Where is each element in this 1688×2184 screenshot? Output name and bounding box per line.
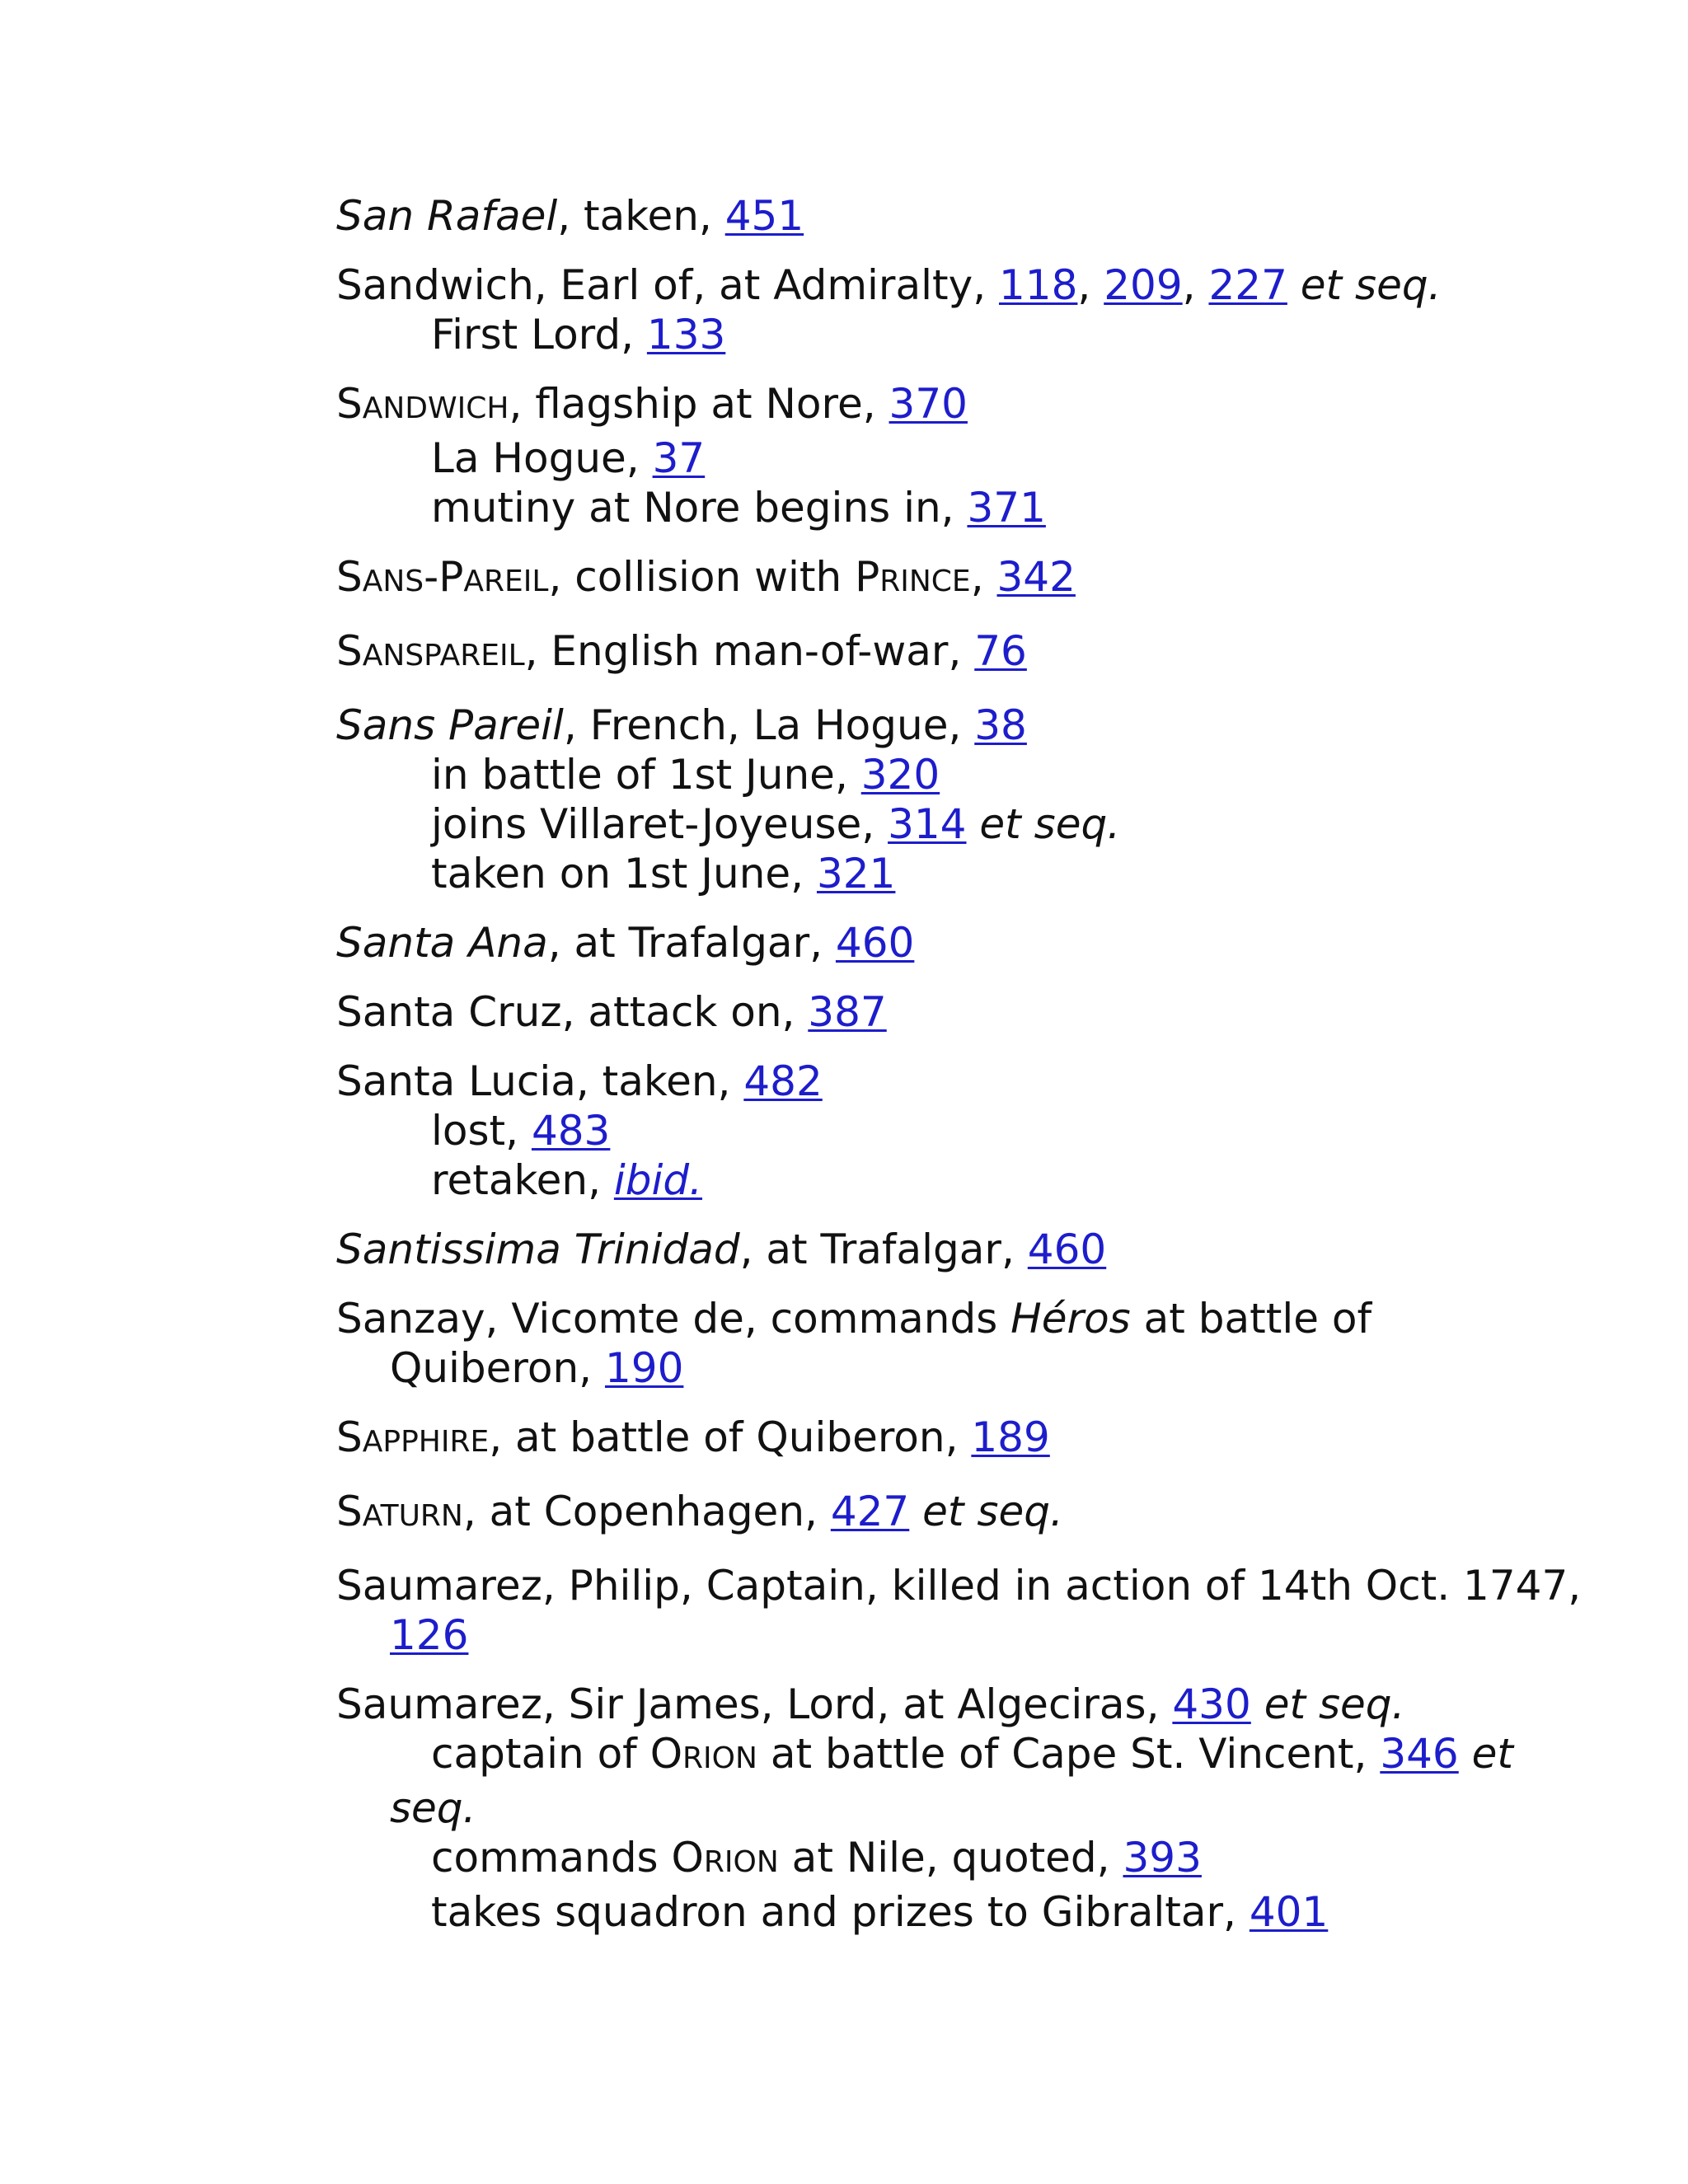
page-link[interactable]: 133	[646, 311, 726, 359]
index-heading	[336, 626, 1490, 681]
index-heading	[336, 918, 1490, 968]
page-link[interactable]: 427	[830, 1488, 910, 1535]
index-continuation	[336, 1343, 1490, 1393]
entry-text: Quiberon,	[390, 1344, 605, 1392]
index-entry	[336, 626, 1490, 681]
page-link[interactable]: 314	[888, 800, 967, 848]
italic-text: San Rafael	[336, 192, 558, 240]
entry-text: Sanzay, Vicomte de, commands	[336, 1295, 1011, 1343]
entry-text: Saumarez, Philip, Captain, killed in action of 14th Oct. 1747,	[336, 1562, 1582, 1610]
entry-text: ,	[1077, 261, 1104, 309]
index-heading	[336, 1487, 1490, 1541]
page-link[interactable]: 321	[816, 850, 896, 898]
index-heading	[336, 1680, 1490, 1729]
entry-text: , at Trafalgar,	[739, 1226, 1028, 1273]
page-link[interactable]: 371	[967, 484, 1046, 532]
index-heading	[336, 1413, 1490, 1467]
index-heading	[336, 1057, 1490, 1106]
index-entry	[336, 379, 1490, 532]
index-entry	[336, 1413, 1490, 1467]
ship-name: SATURN	[336, 1488, 463, 1535]
entry-text: at battle of	[1130, 1295, 1372, 1343]
page-link[interactable]: 460	[1027, 1226, 1107, 1273]
page-link[interactable]: 482	[743, 1057, 823, 1105]
entry-text	[1287, 261, 1301, 309]
page-link[interactable]: 451	[724, 192, 804, 240]
ship-name: ORION	[671, 1834, 779, 1882]
ship-name: SANSPAREIL	[336, 627, 525, 675]
italic-text: seq.	[390, 1784, 476, 1832]
entry-text: joins Villaret-Joyeuse,	[431, 800, 889, 848]
entry-text: retaken,	[431, 1156, 614, 1204]
page-link[interactable]: 342	[996, 553, 1076, 601]
index-entry	[336, 987, 1490, 1037]
index-continuation	[336, 1610, 1490, 1660]
page-link[interactable]: ibid.	[613, 1156, 703, 1204]
index-subentry	[336, 1729, 1514, 1783]
page-link[interactable]: 430	[1172, 1680, 1251, 1728]
index-subentry	[336, 849, 1490, 898]
entry-text: Saumarez, Sir James, Lord, at Algeciras,	[336, 1680, 1173, 1728]
page-link[interactable]: 126	[390, 1611, 469, 1659]
page-link[interactable]: 209	[1104, 261, 1183, 309]
entry-text: commands	[431, 1834, 672, 1882]
entry-text: , English man-of-war,	[524, 627, 975, 675]
index-entry	[336, 191, 1490, 241]
index-continuation	[336, 1783, 1490, 1833]
index-entry	[336, 260, 1490, 359]
entry-text: , taken,	[557, 192, 725, 240]
index-subentry	[336, 310, 1490, 359]
entry-text: lost,	[431, 1107, 532, 1155]
ship-name: SANDWICH	[336, 380, 509, 428]
entry-text: Sandwich, Earl of, at Admiralty,	[336, 261, 999, 309]
page-link[interactable]: 401	[1249, 1888, 1329, 1936]
ship-name: SANS-PAREIL	[336, 553, 549, 601]
index-entry	[336, 701, 1490, 898]
italic-text: Sans Pareil	[336, 701, 564, 749]
italic-text: et	[1471, 1730, 1514, 1778]
index-subentry	[336, 750, 1490, 799]
index-subentry	[336, 1155, 1490, 1205]
entry-text: ,	[1182, 261, 1209, 309]
entry-text: taken on 1st June,	[431, 850, 817, 898]
index-entry	[336, 1225, 1490, 1274]
page-link[interactable]: 190	[604, 1344, 684, 1392]
page-link[interactable]: 189	[971, 1413, 1050, 1461]
index-subentry	[336, 1833, 1490, 1887]
page-link[interactable]: 227	[1208, 261, 1287, 309]
entry-text	[967, 800, 980, 848]
page-link[interactable]: 460	[835, 919, 915, 967]
page-link[interactable]: 320	[860, 751, 940, 799]
page-link[interactable]: 76	[974, 627, 1027, 675]
entry-text: , French, La Hogue,	[563, 701, 975, 749]
index-subentry	[336, 483, 1490, 532]
index-heading	[336, 701, 1490, 750]
index-heading	[336, 1561, 1582, 1610]
index-entry	[336, 1487, 1490, 1541]
index-heading	[336, 1294, 1490, 1343]
ship-name: ORION	[649, 1730, 757, 1778]
entry-text: at Nile, quoted,	[778, 1834, 1123, 1882]
entry-text: La Hogue,	[431, 434, 653, 482]
index-subentry	[336, 1887, 1490, 1937]
index-entry	[336, 552, 1490, 607]
page-link[interactable]: 483	[531, 1107, 611, 1155]
index-entry	[336, 918, 1490, 968]
entry-text: , at battle of Quiberon,	[489, 1413, 972, 1461]
index-heading	[336, 260, 1490, 310]
page-link[interactable]: 346	[1380, 1730, 1459, 1778]
entry-text: , flagship at Nore,	[509, 380, 889, 428]
entry-text: , at Copenhagen,	[462, 1488, 831, 1535]
entry-text: First Lord,	[431, 311, 647, 359]
entry-text: ,	[970, 553, 997, 601]
entry-text: Santa Lucia, taken,	[336, 1057, 744, 1105]
entry-text	[1251, 1680, 1264, 1728]
index-heading	[336, 1225, 1490, 1274]
ship-name: SAPPHIRE	[336, 1413, 490, 1461]
italic-text: Santa Ana	[336, 919, 548, 967]
ship-name: PRINCE	[855, 553, 971, 601]
index-subentry	[336, 434, 1490, 483]
italic-text: et seq.	[1300, 261, 1442, 309]
entry-text: , at Trafalgar,	[547, 919, 836, 967]
page-link[interactable]: 370	[889, 380, 968, 428]
italic-text: Santissima Trinidad	[336, 1226, 740, 1273]
page-link[interactable]: 118	[998, 261, 1078, 309]
entry-text: mutiny at Nore begins in,	[431, 484, 968, 532]
entry-text: Santa Cruz, attack on,	[336, 988, 809, 1036]
entry-text: at battle of Cape St. Vincent,	[757, 1730, 1381, 1778]
entry-text: takes squadron and prizes to Gibraltar,	[431, 1888, 1250, 1936]
index-entry	[336, 1561, 1582, 1660]
entry-text: in battle of 1st June,	[431, 751, 861, 799]
index-heading	[336, 987, 1490, 1037]
index-entry	[336, 1680, 1514, 1937]
index-heading	[336, 191, 1490, 241]
index-page	[336, 191, 1582, 1957]
entry-text: , collision with	[548, 553, 856, 601]
page-link[interactable]: 38	[974, 701, 1027, 749]
index-subentry	[336, 799, 1490, 849]
italic-text: Héros	[1010, 1295, 1131, 1343]
index-entry	[336, 1057, 1490, 1205]
index-heading	[336, 552, 1490, 607]
entry-text	[909, 1488, 922, 1535]
italic-text: et seq.	[922, 1488, 1063, 1535]
page-link[interactable]: 37	[652, 434, 706, 482]
page-link[interactable]: 393	[1123, 1834, 1202, 1882]
italic-text: et seq.	[979, 800, 1121, 848]
entry-text: captain of	[431, 1730, 650, 1778]
entry-text	[1459, 1730, 1472, 1778]
index-entry	[336, 1294, 1490, 1393]
index-heading	[336, 379, 1490, 434]
italic-text: et seq.	[1264, 1680, 1405, 1728]
index-subentry	[336, 1106, 1490, 1155]
page-link[interactable]: 387	[808, 988, 887, 1036]
